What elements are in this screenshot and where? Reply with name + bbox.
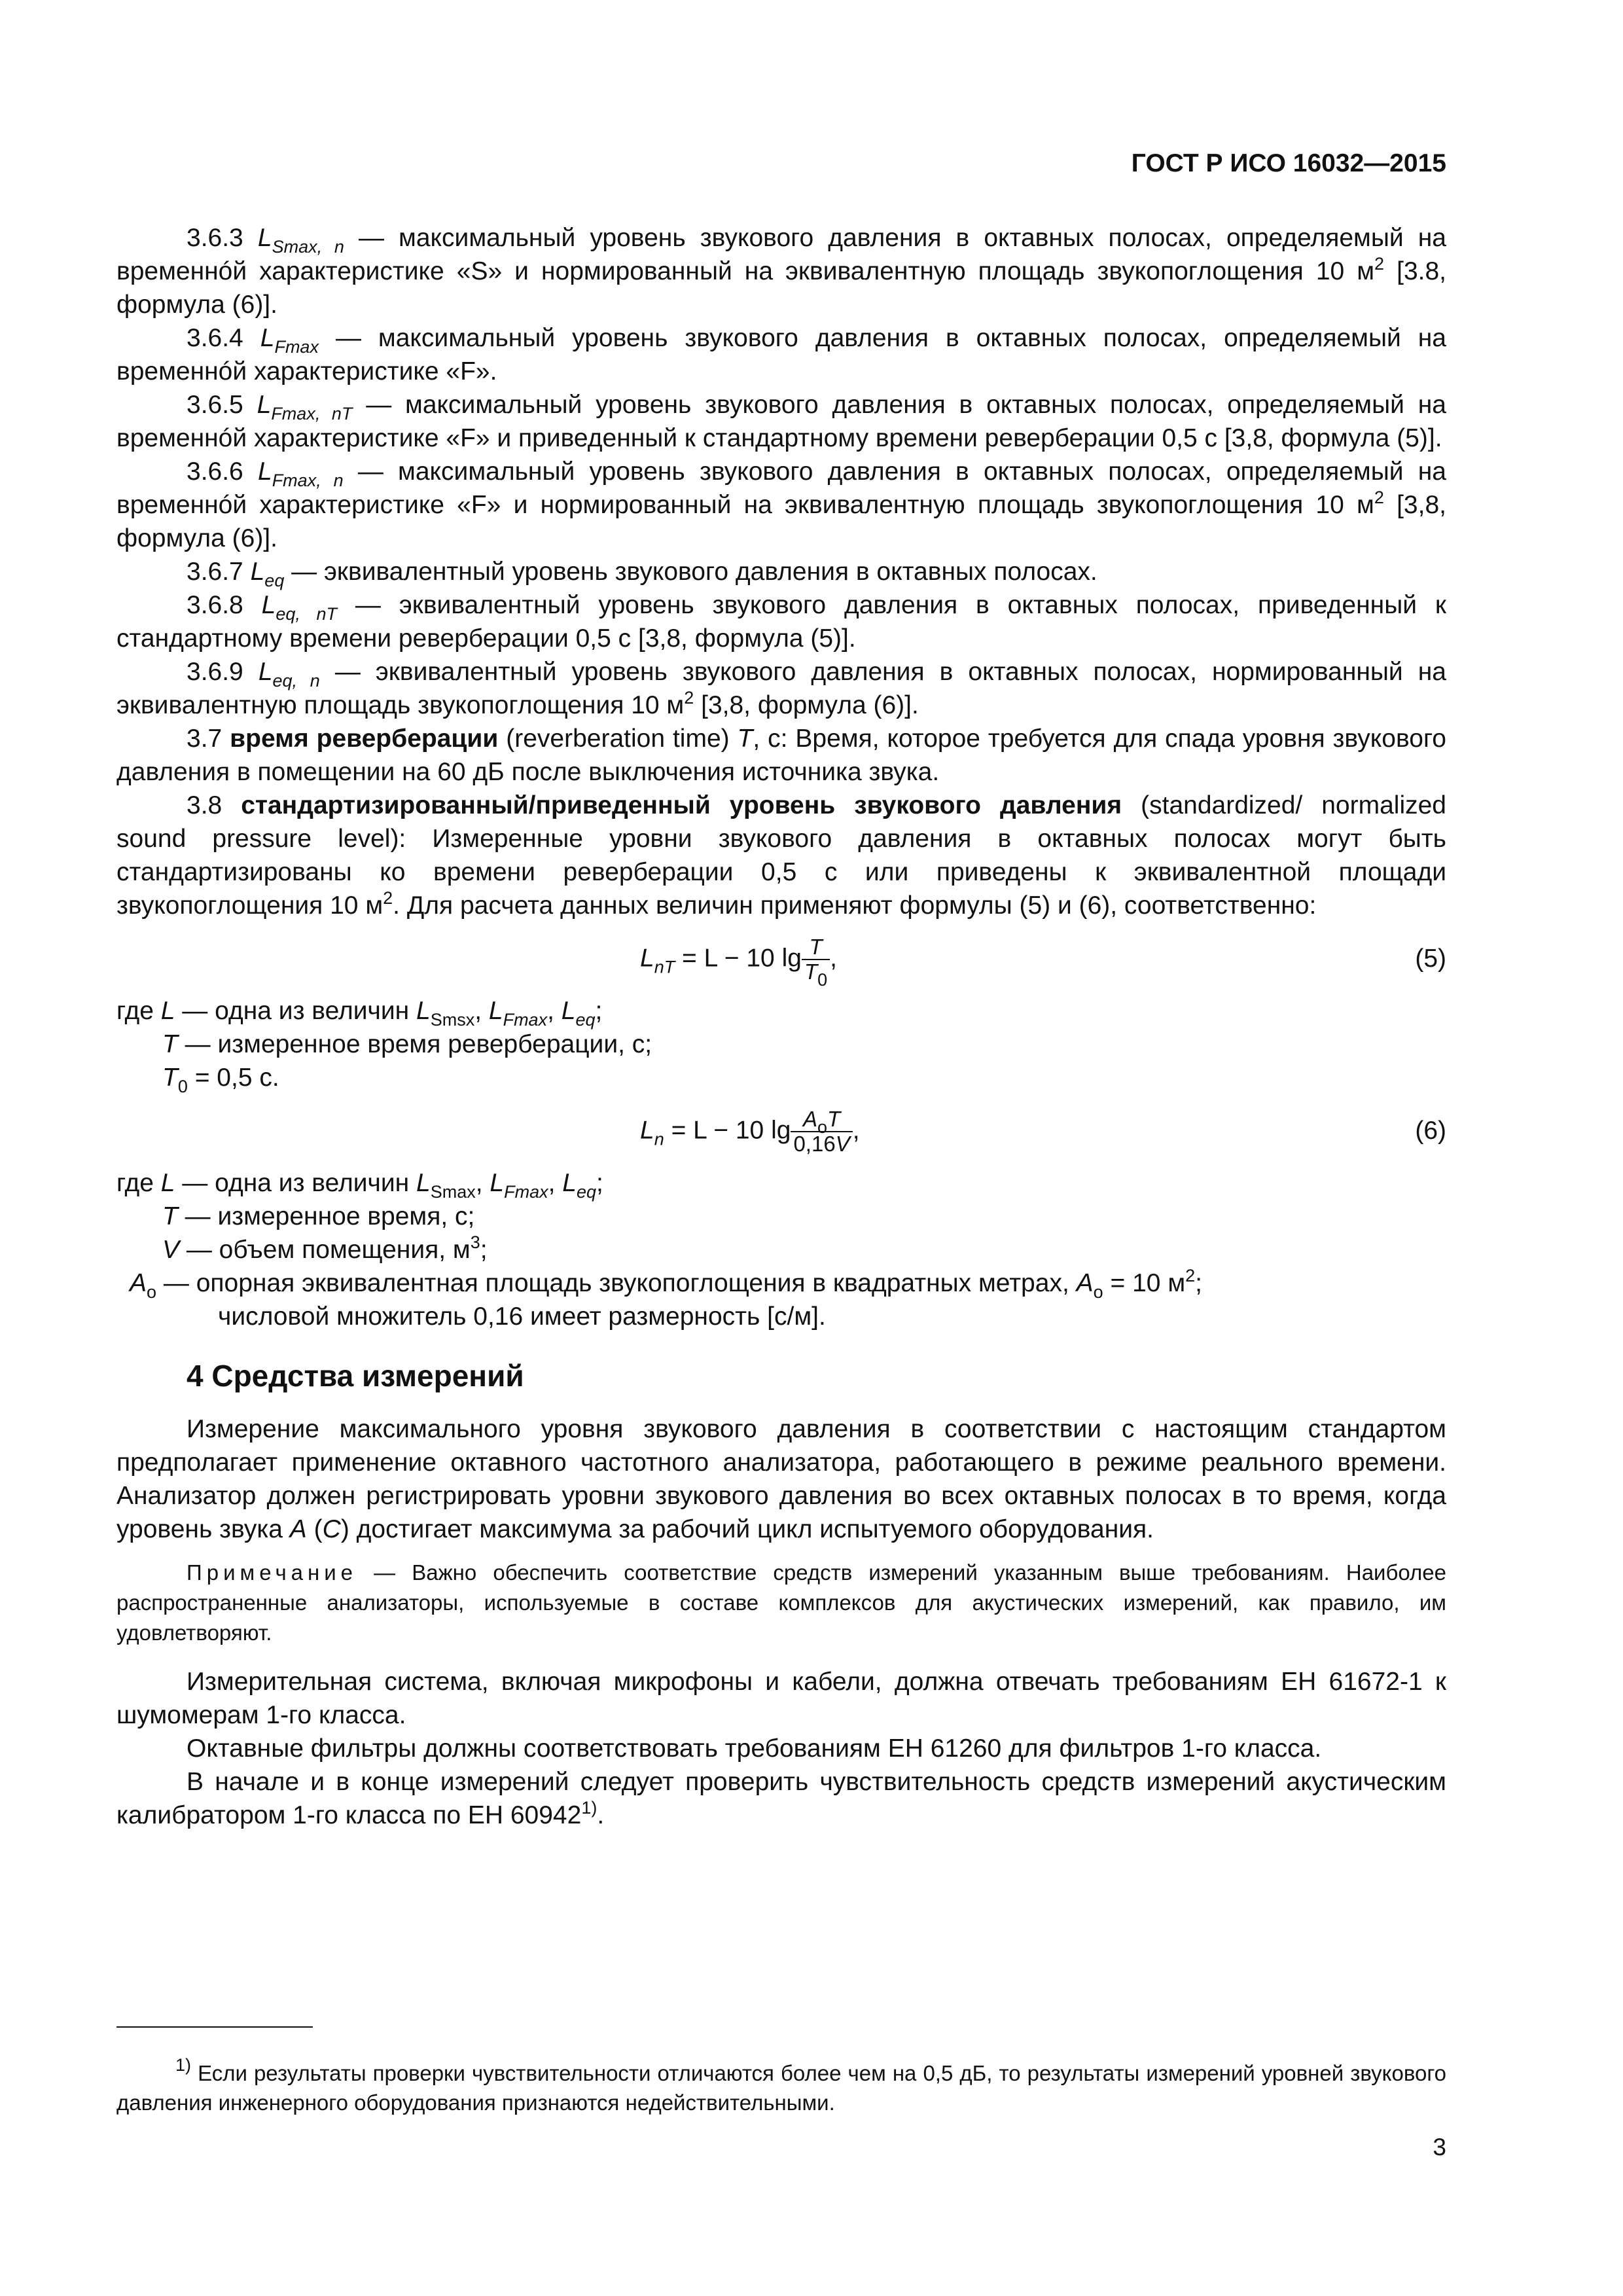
symbol: C (322, 1515, 341, 1543)
where-text: = 10 м (1103, 1269, 1186, 1297)
symbol: L (160, 1169, 175, 1197)
formula-subscript: nT (654, 957, 675, 977)
symbol: A (1076, 1269, 1094, 1297)
symbol-subscript: eq (576, 1182, 597, 1202)
symbol: V (162, 1236, 180, 1264)
clause-number: 3.7 (187, 725, 223, 753)
section-4-note (116, 1558, 1446, 1648)
footnote-divider (116, 2026, 313, 2028)
clause-number: 3.6.7 (187, 558, 243, 586)
symbol-subscript: Fmax, nT (271, 404, 353, 423)
where-text: — объем помещения, м (179, 1236, 471, 1264)
clause-3-8 (116, 789, 1446, 922)
clause-text: (reverberation time) (498, 725, 738, 753)
where-5-line-2 (116, 1028, 1446, 1061)
superscript: 3 (470, 1232, 480, 1252)
where-6-line-1 (116, 1166, 1446, 1200)
formula-fraction (802, 935, 830, 990)
note-text: — Важно обеспечить соответствие средств измерений указанным выше требованиям. Наиболее распространенные анализаторы, используемые в составе комплексов для акустических измерений, как правило, им удовлетворяют. (116, 1560, 1446, 1645)
symbol-subscript: Smsx (430, 1010, 475, 1030)
separator: , (548, 1169, 563, 1197)
symbol-subscript: Smax (430, 1182, 476, 1202)
where-6-line-4 (116, 1266, 1446, 1300)
formula-rhs: = L − 10 lg (664, 1116, 791, 1145)
separator: , (475, 1169, 490, 1197)
formula-rhs: = L − 10 lg (675, 944, 802, 973)
clause-number: 3.6.9 (187, 658, 243, 686)
clause-number: 3.6.6 (187, 457, 243, 486)
symbol: A (289, 1515, 307, 1543)
formula-symbol: L (640, 944, 654, 973)
where-text: — измеренное время реверберации, с; (177, 1030, 652, 1058)
section-4-paragraph-1 (116, 1412, 1446, 1546)
clause-number: 3.6.8 (187, 591, 243, 619)
paragraph-text: Измерение максимального уровня звукового давления в соответствии с настоящим стандартом предполагает применение октавного частотного анализатора, работающего в режиме реального времени. Анализатор должен регистрировать уровни звукового давления во всех октавных полосах в то время, когда уровень звука (116, 1415, 1446, 1543)
symbol: T (162, 1064, 178, 1092)
superscript: 2 (1185, 1266, 1196, 1285)
symbol: L (250, 558, 265, 586)
where-text: = 0,5 с. (187, 1064, 279, 1092)
symbol-subscript: Fmax (504, 1182, 548, 1202)
where-word: где (116, 997, 161, 1025)
symbol: L (261, 591, 276, 619)
where-5-line-3 (116, 1061, 1446, 1094)
section-4-title: 4 Средства измерений (187, 1359, 524, 1393)
symbol: T (162, 1202, 178, 1230)
symbol: T (162, 1030, 178, 1058)
where-text: — одна из величин (175, 1169, 416, 1197)
denominator-symbol: V (835, 1132, 850, 1156)
superscript: 2 (1374, 488, 1384, 507)
section-4-paragraph-3: Октавные фильтры должны соответствовать требованиям ЕН 61260 для фильтров 1-го класса. (187, 1734, 1322, 1763)
symbol-subscript: eq, n (272, 671, 320, 691)
separator: ; (596, 1169, 603, 1197)
formula-5 (116, 922, 1446, 994)
symbol: L (561, 997, 576, 1025)
clause-number: 3.6.4 (187, 324, 243, 352)
symbol-subscript: o (1093, 1282, 1103, 1302)
clause-number: 3.6.5 (187, 391, 243, 419)
where-6-line-5: числовой множитель 0,16 имеет размерность [с/м]. (218, 1302, 826, 1331)
clause-3-6-7 (116, 555, 1446, 588)
page-number: 3 (1433, 2134, 1446, 2161)
symbol: L (257, 457, 272, 486)
note-label: Примечание (187, 1560, 358, 1585)
fraction-numerator-t: T (827, 1107, 841, 1131)
separator: ; (480, 1236, 488, 1264)
footnote-reference: 1) (581, 1798, 597, 1818)
paragraph-text: ( (306, 1515, 323, 1543)
symbol: A (130, 1269, 147, 1297)
clause-3-6-4 (116, 321, 1446, 388)
clause-text: — максимальный уровень звукового давления в октавных полосах, определяемый на временнóй характеристике «S» и нормированный на эквивалентную площадь звукопоглощения 10 м (116, 224, 1446, 285)
symbol: L (258, 658, 273, 686)
paragraph-text: . (597, 1801, 605, 1829)
symbol-subscript: eq, nT (276, 604, 338, 624)
formula-6 (116, 1094, 1446, 1166)
separator: ; (595, 997, 603, 1025)
clause-text-end: [3.8, формула (6)]. (116, 257, 1446, 319)
clause-text-end: [3,8, формула (6)]. (116, 491, 1446, 552)
symbol-subscript: Fmax (274, 337, 319, 357)
formula-symbol: L (640, 1116, 654, 1145)
separator: ; (1195, 1269, 1203, 1297)
term: стандартизированный/приведенный уровень звукового давления (241, 791, 1122, 819)
document-body (116, 221, 1446, 1832)
symbol-subscript: eq (264, 571, 285, 590)
footnote (116, 2055, 1446, 2117)
clause-text: (standardized/ normalized sound pressure level): Измеренные уровни звукового давления в октавных полосах могут быть стандартизированы ко времени реверберации 0,5 с или приведены к эквивалентной площади звукопоглощения 10 м (116, 791, 1446, 920)
symbol: L (416, 1169, 431, 1197)
symbol: L (260, 324, 275, 352)
superscript: 2 (684, 688, 694, 708)
paragraph-text: ) достигает максимума за рабочий цикл испытуемого оборудования. (340, 1515, 1154, 1543)
formula-5-number: (5) (1415, 944, 1446, 973)
term: время реверберации (230, 725, 499, 753)
clause-text: — эквивалентный уровень звукового давления в октавных полосах, нормированный на эквивалентную площадь звукопоглощения 10 м (116, 658, 1446, 719)
fraction-numerator-a: A (802, 1107, 817, 1131)
clause-text: — максимальный уровень звукового давления в октавных полосах, определяемый на временнóй характеристике «F» и нормированный на эквивалентную площадь звукопоглощения 10 м (116, 457, 1446, 519)
footnote-marker: 1) (175, 2055, 192, 2075)
formula-comma: , (852, 1116, 860, 1145)
fraction-denominator: 0,16 (793, 1132, 836, 1156)
where-text: — опорная эквивалентная площадь звукопоглощения в квадратных метрах, (156, 1269, 1077, 1297)
symbol: L (160, 997, 175, 1025)
clause-text-end: , с: Время, которое требуется для спада уровня звукового давления в помещении на 60 дБ после выключения источника звука. (116, 725, 1447, 786)
section-4-paragraph-4 (116, 1765, 1446, 1832)
clause-text: — максимальный уровень звукового давления в октавных полосах, определяемый на временнóй характеристике «F». (116, 324, 1446, 386)
separator: , (474, 997, 489, 1025)
clause-3-6-6 (116, 455, 1446, 555)
clause-number: 3.6.3 (187, 224, 243, 252)
superscript: 2 (1374, 254, 1385, 274)
where-text: — одна из величин (175, 997, 416, 1025)
symbol-subscript: o (147, 1282, 157, 1302)
clause-text: — эквивалентный уровень звукового давления в октавных полосах. (284, 558, 1097, 586)
symbol-subscript: Fmax (503, 1010, 548, 1030)
where-text: — измеренное время, с; (177, 1202, 475, 1230)
symbol: T (737, 725, 753, 753)
symbol: L (562, 1169, 577, 1197)
formula-5-expression (640, 935, 837, 990)
symbol-subscript: eq (575, 1010, 596, 1030)
separator: , (547, 997, 562, 1025)
clause-text: — эквивалентный уровень звукового давления в октавных полосах, приведенный к стандартному времени реверберации 0,5 с [3,8, формула (5)]. (116, 591, 1446, 653)
fraction-denominator: T (804, 960, 818, 984)
formula-comma: , (830, 944, 837, 973)
formula-fraction (791, 1107, 852, 1156)
clause-3-6-9 (116, 655, 1446, 722)
symbol: L (257, 391, 272, 419)
symbol: L (488, 997, 503, 1025)
superscript: 2 (383, 888, 393, 908)
formula-6-expression (640, 1107, 860, 1156)
symbol-subscript: Smax, n (272, 237, 344, 257)
symbol: L (257, 224, 272, 252)
symbol: L (416, 997, 431, 1025)
clause-text-end: [3,8, формула (6)]. (694, 691, 919, 719)
section-4-paragraph-2: Измерительная система, включая микрофоны и кабели, должна отвечать требованиям ЕН 61672-1 к шумомерам 1-го класса. (116, 1668, 1446, 1729)
where-word: где (116, 1169, 161, 1197)
symbol-subscript: 0 (177, 1077, 188, 1096)
numerator-subscript: o (817, 1117, 828, 1137)
document-header: ГОСТ Р ИСО 16032—2015 (1131, 149, 1446, 177)
clause-3-7 (116, 722, 1446, 789)
clause-3-6-8 (116, 588, 1446, 655)
symbol-subscript: Fmax, n (272, 471, 344, 490)
formula-subscript: n (654, 1129, 664, 1149)
formula-6-number: (6) (1415, 1117, 1446, 1145)
symbol: L (490, 1169, 505, 1197)
denominator-subscript: 0 (817, 970, 828, 990)
clause-number: 3.8 (187, 791, 223, 819)
clause-text-end: . Для расчета данных величин применяют формулы (5) и (6), соответственно: (393, 891, 1317, 920)
fraction-numerator: T (809, 935, 823, 959)
where-6-line-3 (116, 1233, 1446, 1266)
footnote-text: Если результаты проверки чувствительности отличаются более чем на 0,5 дБ, то результаты измерений уровней звукового давления инженерного оборудования признаются недействительными. (116, 2061, 1446, 2115)
clause-3-6-5 (116, 388, 1446, 455)
paragraph-text: В начале и в конце измерений следует проверить чувствительность средств измерений акустическим калибратором 1-го класса по ЕН 60942 (116, 1768, 1446, 1829)
clause-3-6-3 (116, 221, 1446, 321)
where-6-line-2 (116, 1200, 1446, 1233)
where-5-line-1 (116, 994, 1446, 1028)
clause-text: — максимальный уровень звукового давления в октавных полосах, определяемый на временнóй характеристике «F» и приведенный к стандартному времени реверберации 0,5 с [3,8, формула (5)]. (116, 391, 1447, 452)
